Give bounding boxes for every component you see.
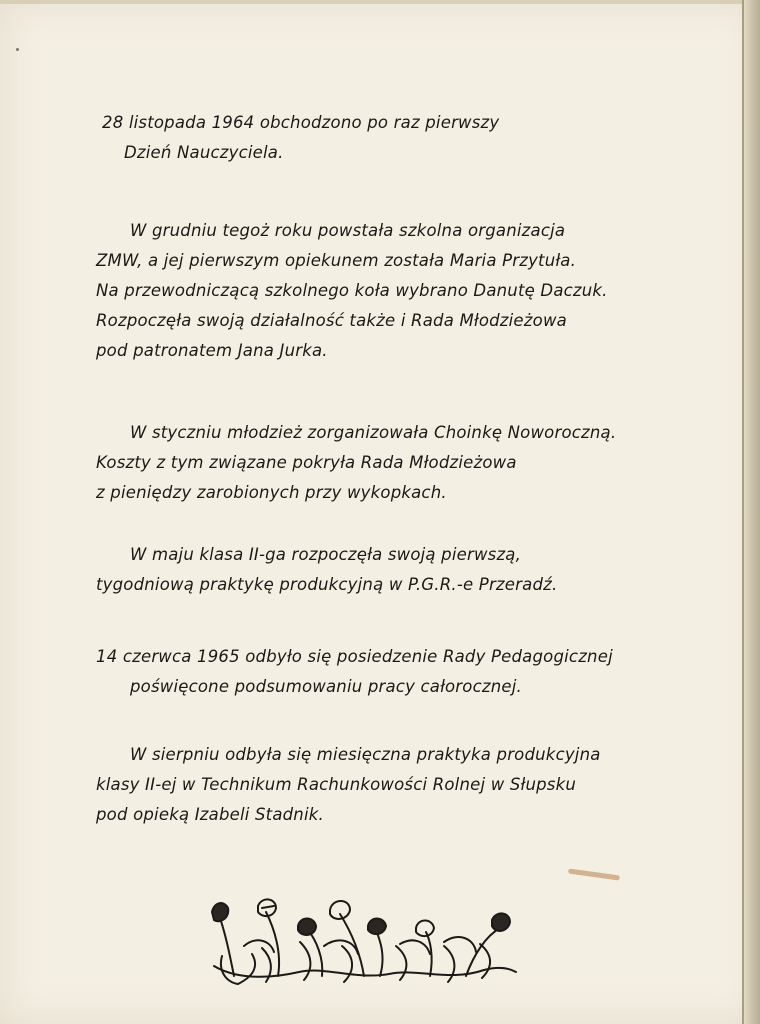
text-line: Rozpoczęła swoją działalność także i Rada Młodzieżowa	[96, 311, 567, 330]
tulip-ornament-icon	[204, 896, 524, 991]
text-line: W grudniu tegoż roku powstała szkolna organizacja	[130, 221, 566, 240]
ink-smudge	[568, 868, 620, 880]
text-line: pod opieką Izabeli Stadnik.	[96, 805, 324, 824]
page-binding-line	[742, 0, 744, 1024]
paper-speck	[16, 48, 19, 51]
text-line: pod patronatem Jana Jurka.	[96, 341, 328, 360]
text-line: W sierpniu odbyła się miesięczna praktyka produkcyjna	[130, 745, 601, 764]
text-line: 28 listopada 1964 obchodzono po raz pierwszy	[102, 113, 500, 132]
paragraph-teachers-day	[96, 108, 499, 168]
paragraph-august-practice	[96, 740, 601, 830]
paragraph-zmw-organization	[96, 216, 608, 366]
page-right-edge	[742, 0, 760, 1024]
text-line: 14 czerwca 1965 odbyło się posiedzenie Rady Pedagogicznej	[96, 647, 613, 666]
text-line: klasy II-ej w Technikum Rachunkowości Rolnej w Słupsku	[96, 775, 576, 794]
text-line: Dzień Nauczyciela.	[124, 143, 284, 162]
paragraph-may-practice	[96, 540, 557, 600]
text-line: Koszty z tym związane pokryła Rada Młodzieżowa	[96, 453, 517, 472]
text-line: W maju klasa II-ga rozpoczęła swoją pierwszą,	[130, 545, 522, 564]
text-line: poświęcone podsumowaniu pracy całorocznej.	[130, 677, 522, 696]
text-line: W styczniu młodzież zorganizowała Choinkę Noworoczną.	[130, 423, 617, 442]
text-line: Na przewodniczącą szkolnego koła wybrano Danutę Daczuk.	[96, 281, 608, 300]
text-line: z pieniędzy zarobionych przy wykopkach.	[96, 483, 447, 502]
paragraph-pedagogical-council	[96, 642, 613, 702]
page-top-edge	[0, 0, 760, 4]
text-line: tygodniową praktykę produkcyjną w P.G.R.-e Przeradź.	[96, 575, 558, 594]
text-line: ZMW, a jej pierwszym opiekunem została Maria Przytuła.	[96, 251, 577, 270]
paragraph-new-year-tree	[96, 418, 616, 508]
